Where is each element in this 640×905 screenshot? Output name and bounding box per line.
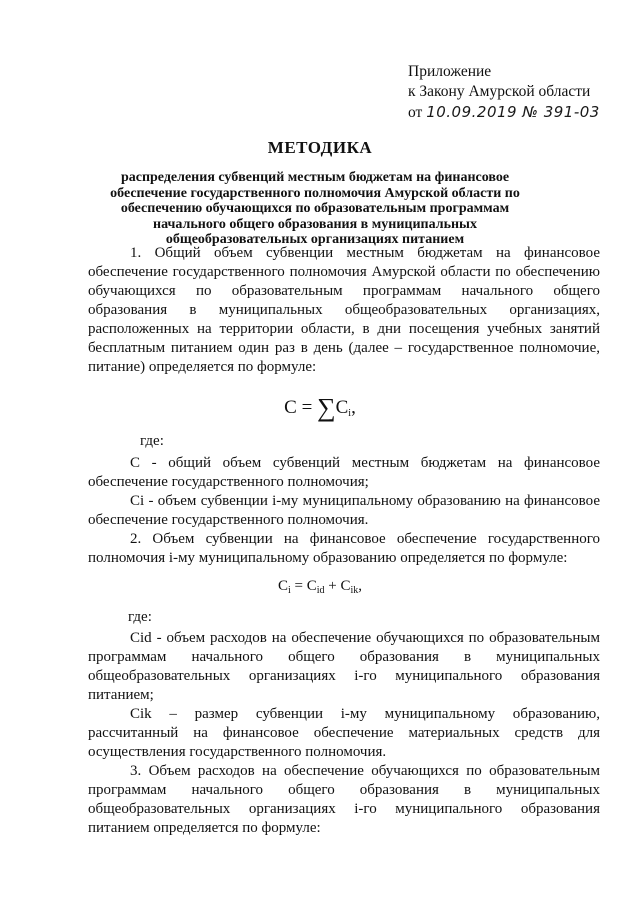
definition-cid: Cid - объем расходов на обеспечение обучающихся по образовательным программам начального общего образования в муниципальных общеобразовательных организациях i-го муниципального образования питанием;: [88, 630, 600, 703]
appendix-line-3: [408, 102, 600, 123]
document-subtitle: распределения субвенций местным бюджетам на финансовое обеспечение государственного полномочия Амурской области по обеспечению обучающихся по образовательным программам начального общего образования в муниципальных общеобразовательных организациях питанием: [110, 170, 520, 247]
formula-1-lhs: C =: [284, 397, 318, 418]
appendix-line-2: к Закону Амурской области: [408, 83, 591, 100]
document-title: МЕТОДИКА: [267, 138, 373, 157]
definitions-1-block: [88, 454, 600, 568]
where-label-2: где:: [128, 609, 152, 625]
formula-2-eq: = C: [290, 578, 317, 594]
formula-1-rhs: C: [335, 397, 349, 418]
formula-1: [0, 393, 640, 423]
formula-1-tail: ,: [351, 397, 356, 418]
formula-2: [0, 578, 640, 596]
formula-2-tail: ,: [358, 578, 363, 594]
definition-cik: Cik – размер субвенции i-му муниципальному образованию, рассчитанный на финансовое обеспечение материальных средств для осуществления государственного полномочия.: [88, 706, 600, 760]
paragraph-1: 1. Общий объем субвенции местным бюджетам на финансовое обеспечение государственного полномочия Амурской области по обеспечению обучающихся по образовательным программам начального общего образования в муниципальных общеобразовательных организациях, расположенных на территории области, в дни посещения учебных занятий бесплатным питанием один раз в день (далее – государственное полномочие, питание) определяется по формуле:: [88, 245, 600, 375]
paragraph-2: 2. Объем субвенции на финансовое обеспечение государственного полномочия i-му муниципальному образованию определяется по формуле:: [88, 531, 600, 566]
formula-2-a-sub: i: [287, 585, 291, 596]
formula-2-a: C: [277, 578, 288, 594]
where-label-1: где:: [140, 433, 164, 449]
definitions-2-block: [88, 629, 600, 838]
handwritten-date-number: 10.09.2019 № 391-03: [426, 103, 600, 121]
definition-c: С - общий объем субвенций местным бюджетам на финансовое обеспечение государственного полномочия;: [88, 455, 600, 490]
appendix-date-prefix: от: [408, 104, 423, 121]
definition-ci: Ci - объем субвенции i-му муниципальному образованию на финансовое обеспечение государственного полномочия.: [88, 493, 600, 528]
formula-1-sigma: ∑: [317, 393, 336, 422]
formula-2-c-sub: ik: [350, 585, 359, 596]
formula-2-b-sub: id: [316, 585, 325, 596]
paragraph-1-block: [88, 244, 600, 377]
appendix-line-1: Приложение: [408, 63, 492, 80]
formula-1-sub: i: [348, 408, 352, 419]
appendix-block: [408, 62, 600, 123]
paragraph-3: 3. Объем расходов на обеспечение обучающихся по образовательным программам начального общего образования в муниципальных общеобразовательных организациях i-го муниципального образования питанием определяется по формуле:: [88, 763, 600, 836]
formula-2-plus: + C: [324, 578, 351, 594]
